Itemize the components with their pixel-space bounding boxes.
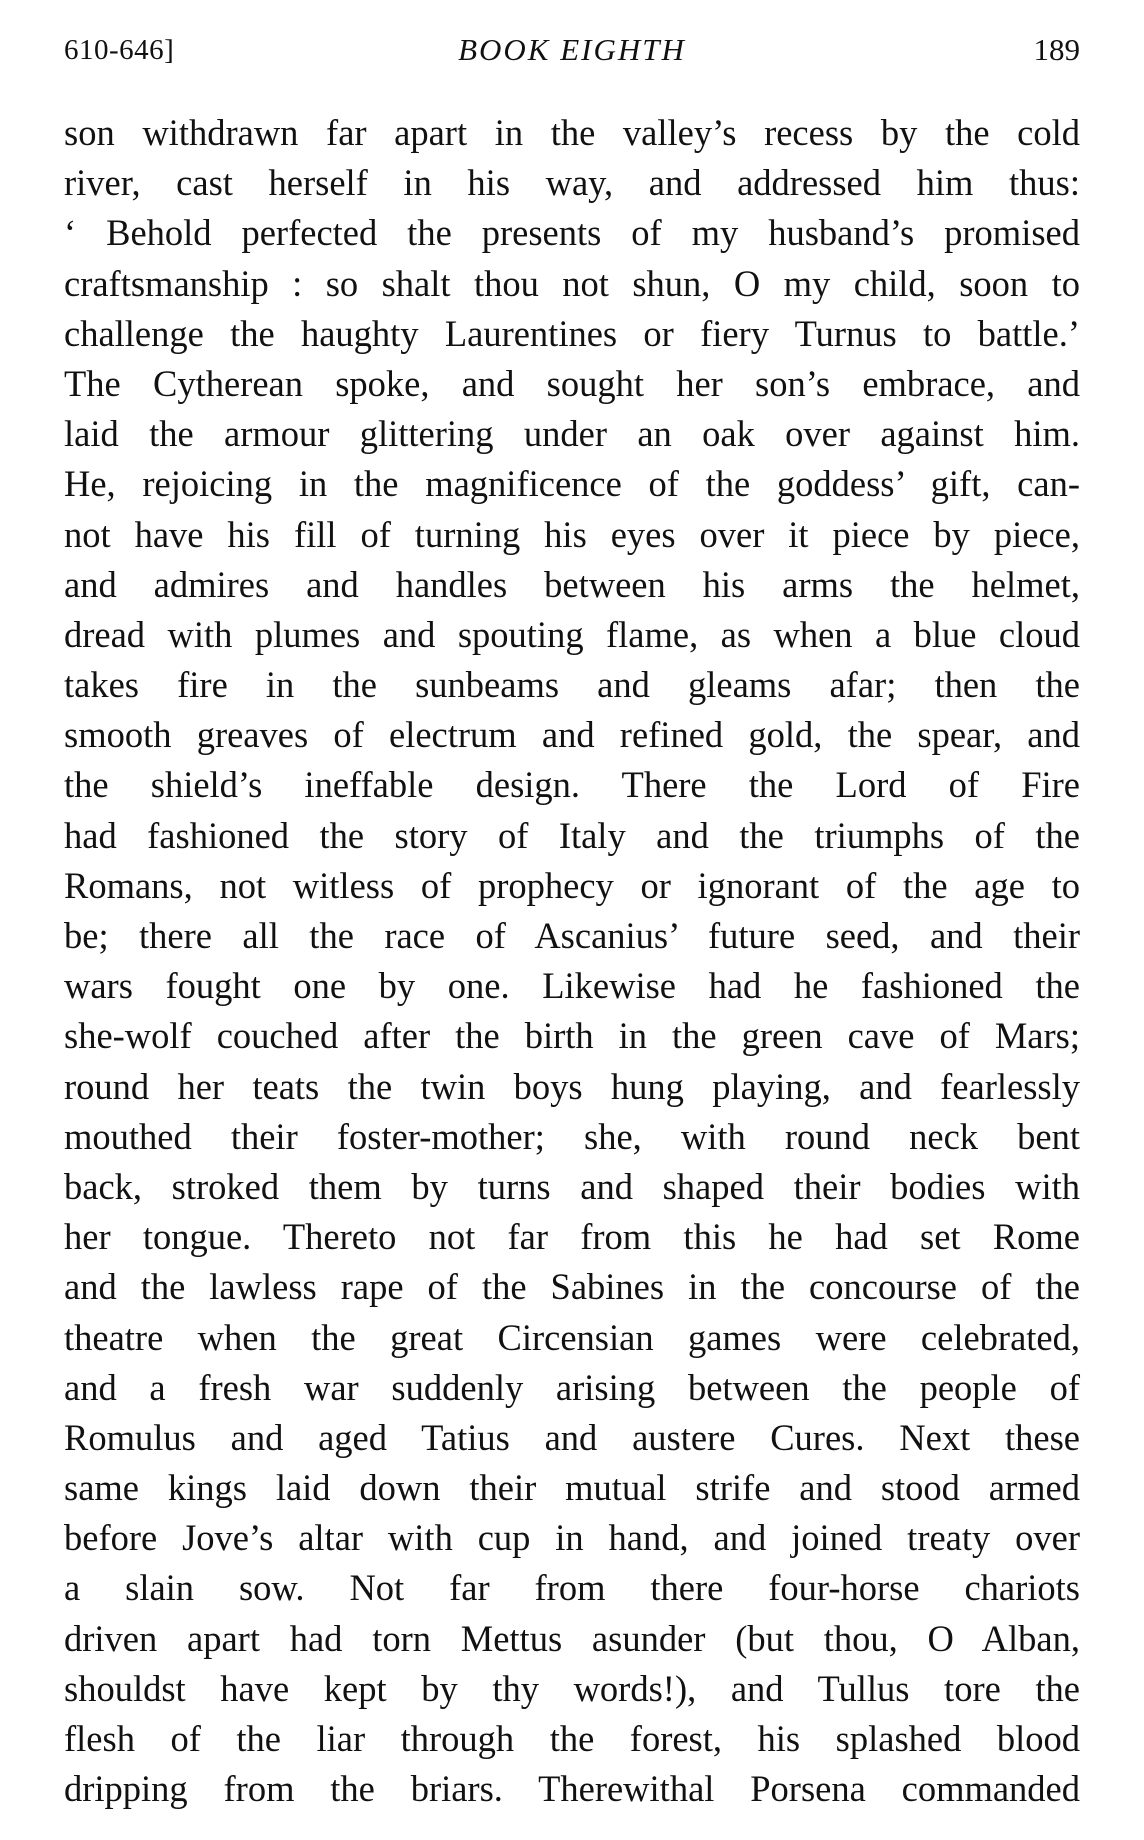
text-line: mouthed their foster-mother; she, with round neck bent (64, 1115, 1080, 1157)
text-line: her tongue. Thereto not far from this he had set Rome (64, 1216, 1080, 1258)
text-line: driven apart had torn Mettus asunder (but thou, O Alban, (64, 1617, 1080, 1659)
text-line: flesh of the liar through the forest, his splashed blood (64, 1718, 1080, 1759)
text-line: laid the armour glittering under an oak over against him. (64, 413, 1080, 455)
running-head (64, 30, 1080, 70)
text-line: The Cytherean spoke, and sought her son’s embrace, and (64, 362, 1080, 404)
text-line: before Jove’s altar with cup in hand, and joined treaty over (64, 1517, 1080, 1559)
text-line: Romulus and aged Tatius and austere Cures. Next these (64, 1416, 1080, 1458)
line-range: 610-646] (64, 34, 175, 66)
text-line: dread with plumes and spouting flame, as when a blue cloud (64, 613, 1080, 655)
text-line: takes fire in the sunbeams and gleams afar; then the (64, 664, 1080, 706)
text-line: had fashioned the story of Italy and the triumphs of the (64, 814, 1080, 856)
book-title: BOOK EIGHTH (458, 32, 686, 67)
text-line: challenge the haughty Laurentines or fiery Turnus to battle.’ (64, 312, 1080, 354)
text-line: river, cast herself in his way, and addressed him thus: (64, 162, 1080, 204)
text-line: wars fought one by one. Likewise had he fashioned the (64, 965, 1080, 1007)
text-line: the shield’s ineffable design. There the Lord of Fire (64, 764, 1080, 806)
text-line: shouldst have kept by thy words!), and Tullus tore the (64, 1667, 1080, 1709)
text-line: Romans, not witless of prophecy or ignorant of the age to (64, 864, 1080, 906)
body-text (64, 108, 1080, 1814)
text-line: same kings laid down their mutual strife and stood armed (64, 1467, 1080, 1509)
text-line: be; there all the race of Ascanius’ future seed, and their (64, 915, 1080, 956)
text-line: dripping from the briars. Therewithal Porsena commanded (64, 1768, 1080, 1810)
text-line: and the lawless rape of the Sabines in the concourse of the (64, 1266, 1080, 1308)
text-line: ‘ Behold perfected the presents of my husband’s promised (64, 212, 1080, 254)
text-line: and a fresh war suddenly arising between the people of (64, 1366, 1080, 1408)
text-line: she-wolf couched after the birth in the green cave of Mars; (64, 1015, 1080, 1057)
text-line: He, rejoicing in the magnificence of the goddess’ gift, can- (64, 463, 1080, 505)
text-line: son withdrawn far apart in the valley’s recess by the cold (64, 112, 1080, 153)
text-line: round her teats the twin boys hung playing, and fearlessly (64, 1065, 1080, 1107)
page-number: 189 (1033, 32, 1080, 67)
text-line: back, stroked them by turns and shaped their bodies with (64, 1165, 1080, 1207)
text-line: and admires and handles between his arms the helmet, (64, 563, 1080, 605)
text-line: craftsmanship : so shalt thou not shun, O my child, soon to (64, 262, 1080, 304)
text-line: not have his fill of turning his eyes over it piece by piece, (64, 513, 1080, 555)
text-line: a slain sow. Not far from there four-horse chariots (64, 1567, 1080, 1609)
text-line: theatre when the great Circensian games were celebrated, (64, 1316, 1080, 1358)
text-line: smooth greaves of electrum and refined gold, the spear, and (64, 714, 1080, 756)
